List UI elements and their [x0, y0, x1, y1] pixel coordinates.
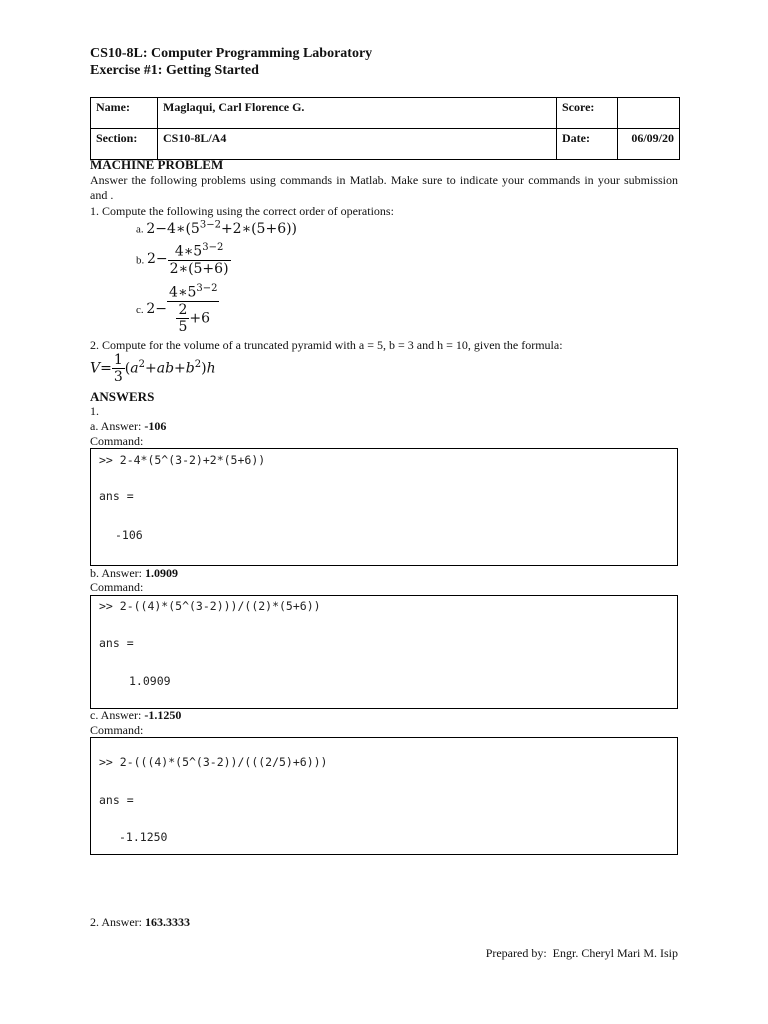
answer-2-line: [90, 915, 190, 930]
command-a-label: Command:: [90, 434, 144, 448]
exercise-title: Exercise #1: Getting Started: [90, 63, 259, 78]
command-b: >> 2-((4)*(5^(3-2)))/((2)*(5+6)): [99, 599, 321, 613]
answer-b-line: [90, 566, 178, 581]
name-label: Name:: [91, 98, 158, 129]
answer-a-value: -106: [144, 419, 167, 433]
answer-c-line: [90, 708, 181, 723]
result-a: -106: [115, 528, 143, 542]
student-info-table: [90, 97, 680, 160]
date-value: 06/09/20: [618, 129, 680, 160]
course-title: CS10-8L: Computer Programming Laboratory: [90, 46, 373, 61]
result-c: -1.1250: [119, 830, 168, 844]
machine-problem-title: MACHINE PROBLEM: [90, 157, 224, 172]
equation-c: c. 2− $4∗5^{3-2}$ $\frac{2}{5}$ +6: [136, 283, 218, 335]
command-b-label: Command:: [90, 580, 144, 594]
command-c-label: Command:: [90, 723, 144, 737]
ans-b: ans =: [99, 636, 134, 650]
command-box-b: [90, 595, 678, 709]
date-label: Date:: [557, 129, 618, 160]
answers-title: ANSWERS: [90, 389, 155, 404]
answer-c-value: -1.1250: [144, 708, 182, 722]
command-c: >> 2-(((4)*(5^(3-2))/(((2/5)+6))): [99, 755, 328, 769]
section-value: CS10-8L/A4: [158, 129, 557, 160]
name-value: Maglaqui, Carl Florence G.: [158, 98, 557, 129]
volume-formula: V= $\frac{1}{3}$ $(a^2+ab+b^2)h$: [90, 352, 216, 385]
answer-number-1: 1.: [90, 404, 99, 418]
answer-2-label: 2. Answer:: [90, 915, 145, 929]
score-value: [618, 98, 680, 129]
answer-2-value: 163.3333: [145, 915, 190, 929]
answer-a-line: [90, 419, 166, 434]
question-1: 1. Compute the following using the correct order of operations:: [90, 204, 394, 218]
answer-a-label: a. Answer:: [90, 419, 145, 433]
command-a: >> 2-4*(5^(3-2)+2*(5+6)): [99, 453, 266, 467]
ans-a: ans =: [99, 489, 134, 503]
prepared-by: Prepared by: Engr. Cheryl Mari M. Isip: [485, 946, 678, 960]
command-box-c: [90, 737, 678, 855]
answer-b-label: b. Answer:: [90, 566, 145, 580]
answer-b-value: 1.0909: [145, 566, 178, 580]
section-label: Section:: [91, 129, 158, 160]
equation-a: a. $2-4∗(5^{3-2}+2∗(5+6))$: [136, 219, 298, 237]
equation-b: b. 2− $\frac{4∗5^{3-2}}{2∗(5+6)}$: [136, 242, 229, 277]
problem-intro: Answer the following problems using commands in Matlab. Make sure to indicate your commands in your submission and .: [90, 173, 678, 202]
question-2: 2. Compute for the volume of a truncated pyramid with a = 5, b = 3 and h = 10, given the formula:: [90, 338, 563, 352]
answer-c-label: c. Answer:: [90, 708, 145, 722]
score-label: Score:: [557, 98, 618, 129]
command-box-a: [90, 448, 678, 566]
result-b: 1.0909: [129, 674, 171, 688]
ans-c: ans =: [99, 793, 134, 807]
